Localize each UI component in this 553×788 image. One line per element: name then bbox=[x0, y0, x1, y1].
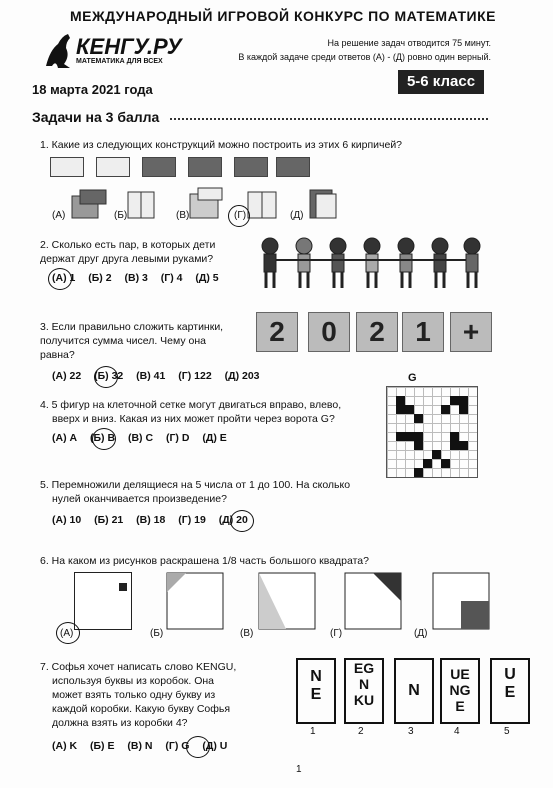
box-letter: KU bbox=[353, 692, 375, 708]
q7-answer-c[interactable]: (В) N bbox=[127, 740, 153, 752]
q5-text-line2: нулей оканчивается произведение? bbox=[52, 493, 227, 505]
q1-label-c: (В) bbox=[176, 210, 190, 221]
box-letter: E bbox=[455, 698, 465, 714]
brick-icon bbox=[188, 157, 222, 177]
letter-box-1 bbox=[296, 658, 336, 724]
puzzle-tile: 1 bbox=[402, 312, 444, 352]
brick-icon bbox=[276, 157, 310, 177]
q1-label-b: (Б) bbox=[114, 210, 128, 221]
answer-mark-circle bbox=[228, 205, 250, 227]
puzzle-tile: 2 bbox=[356, 312, 398, 352]
shapes-grid bbox=[386, 386, 478, 478]
q3-text-line1: 3. Если правильно сложить картинки, bbox=[40, 321, 224, 333]
box-number: 4 bbox=[454, 726, 460, 737]
q4-answer-b[interactable]: (Б) B bbox=[90, 432, 116, 444]
q6-square-e bbox=[432, 572, 490, 630]
q4-text-line1: 4. 5 фигур на клеточной сетке могут двигаться вправо, влево, bbox=[40, 399, 342, 411]
page-number: 1 bbox=[296, 764, 302, 775]
q3-answer-d[interactable]: (Г) 122 bbox=[178, 370, 212, 382]
brick-icon bbox=[234, 157, 268, 177]
contest-title: МЕЖДУНАРОДНЫЙ ИГРОВОЙ КОНКУРС ПО МАТЕМАТИКЕ bbox=[70, 8, 496, 24]
q4-answer-e[interactable]: (Д) E bbox=[202, 432, 227, 444]
q1-text: 1. Какие из следующих конструкций можно построить из этих 6 кирпичей? bbox=[40, 139, 403, 151]
q6-text: 6. На каком из рисунков раскрашена 1/8 часть большого квадрата? bbox=[40, 555, 369, 567]
brick-icon bbox=[96, 157, 130, 177]
q4-answer-a[interactable]: (А) A bbox=[52, 432, 78, 444]
q7-text-line5: должна взять из коробки 4? bbox=[52, 717, 188, 729]
q2-text-line1: 2. Сколько есть пар, в которых дети bbox=[40, 239, 216, 251]
q3-answer-a[interactable]: (А) 22 bbox=[52, 370, 82, 382]
box-letter: N bbox=[358, 676, 370, 692]
q4-answer-c[interactable]: (В) C bbox=[127, 432, 154, 444]
answer-mark-circle bbox=[230, 510, 254, 532]
answer-mark-circle bbox=[92, 428, 116, 450]
brick-icon bbox=[142, 157, 176, 177]
q4-text-line2: вверх и вниз. Какая из них может пройти через ворота G? bbox=[52, 413, 335, 425]
q2-answer-d[interactable]: (Г) 4 bbox=[160, 272, 183, 284]
letter-box-2 bbox=[344, 658, 384, 724]
q6-label-c: (В) bbox=[240, 628, 254, 639]
q6-label-d: (Г) bbox=[330, 628, 343, 639]
logo-name: КЕНГУ.РУ bbox=[76, 34, 182, 59]
q2-answer-a[interactable]: (А) 1 bbox=[52, 272, 76, 284]
q2-answer-e[interactable]: (Д) 5 bbox=[195, 272, 219, 284]
q7-text-line4: каждой коробки. Какую букву Софья bbox=[52, 703, 231, 715]
box-number: 2 bbox=[358, 726, 364, 737]
answer-mark-circle bbox=[56, 622, 80, 644]
q7-answer-d[interactable]: (Г) G bbox=[165, 740, 190, 752]
puzzle-tile: + bbox=[450, 312, 492, 352]
q3-text-line3: равна? bbox=[40, 349, 75, 361]
box-letter: N bbox=[408, 682, 420, 699]
kangaroo-logo-icon bbox=[40, 30, 76, 70]
grade-badge: 5-6 класс bbox=[398, 70, 484, 94]
section-title: Задачи на 3 балла bbox=[32, 109, 160, 125]
q1-label-e: (Д) bbox=[290, 210, 304, 221]
q2-text-line2: держат друг друга левыми руками? bbox=[40, 253, 214, 265]
q5-answers bbox=[52, 514, 258, 526]
rule-time: На решение задач отводится 75 минут. bbox=[327, 38, 491, 48]
q6-label-e: (Д) bbox=[414, 628, 428, 639]
q6-label-a: (А) bbox=[60, 628, 74, 639]
q6-label-b: (Б) bbox=[150, 628, 164, 639]
q3-answer-b[interactable]: (Б) 32 bbox=[94, 370, 124, 382]
box-number: 5 bbox=[504, 726, 510, 737]
q5-answer-d[interactable]: (Г) 19 bbox=[178, 514, 206, 526]
q2-answer-b[interactable]: (Б) 2 bbox=[88, 272, 112, 284]
q5-answer-b[interactable]: (Б) 21 bbox=[94, 514, 124, 526]
section-dots bbox=[170, 118, 488, 120]
q5-answer-e[interactable]: (Д) 20 bbox=[218, 514, 248, 526]
q6-square-d bbox=[344, 572, 402, 630]
q4-answers bbox=[52, 432, 237, 444]
q6-square-b bbox=[166, 572, 224, 630]
q1-label-d: (Г) bbox=[234, 210, 247, 221]
box-number: 3 bbox=[408, 726, 414, 737]
letter-box-3 bbox=[394, 658, 434, 724]
q7-text-line1: 7. Софья хочет написать слово KENGU, bbox=[40, 661, 237, 673]
box-letter: UE bbox=[450, 666, 470, 682]
answer-mark-circle bbox=[186, 736, 210, 758]
contest-date: 18 марта 2021 года bbox=[32, 82, 153, 97]
box-letter: N bbox=[310, 668, 322, 685]
q4-answer-d[interactable]: (Г) D bbox=[165, 432, 190, 444]
brick-icon bbox=[50, 157, 84, 177]
q6-square-a bbox=[74, 572, 132, 630]
q5-answer-c[interactable]: (В) 18 bbox=[136, 514, 166, 526]
gate-label: G bbox=[408, 372, 417, 384]
q3-text-line2: получится сумма чисел. Чему она bbox=[40, 335, 206, 347]
q2-answer-c[interactable]: (В) 3 bbox=[124, 272, 148, 284]
q5-answer-a[interactable]: (А) 10 bbox=[52, 514, 82, 526]
q7-answer-b[interactable]: (Б) E bbox=[90, 740, 115, 752]
logo-subtitle: МАТЕМАТИКА ДЛЯ ВСЕХ bbox=[76, 58, 163, 65]
q1-constructions bbox=[66, 186, 366, 222]
q2-answers bbox=[52, 272, 229, 284]
answer-mark-circle bbox=[48, 268, 72, 290]
puzzle-tile: 2 bbox=[256, 312, 298, 352]
q1-label-a: (А) bbox=[52, 210, 66, 221]
box-number: 1 bbox=[310, 726, 316, 737]
q7-answer-e[interactable]: (Д) U bbox=[202, 740, 228, 752]
q5-text-line1: 5. Перемножили делящиеся на 5 числа от 1 до 100. На сколько bbox=[40, 479, 351, 491]
children-holding-hands-icon bbox=[252, 234, 492, 294]
box-letter: NG bbox=[449, 682, 471, 698]
letter-box-4 bbox=[440, 658, 480, 724]
box-letter: U bbox=[504, 666, 516, 683]
answer-mark-circle bbox=[94, 366, 118, 388]
letter-box-5 bbox=[490, 658, 530, 724]
q7-text-line2: используя буквы из коробок. Она bbox=[52, 675, 215, 687]
q3-answers bbox=[52, 370, 270, 382]
q6-square-c bbox=[258, 572, 316, 630]
puzzle-tile: 0 bbox=[308, 312, 350, 352]
box-letter: E bbox=[504, 684, 516, 701]
box-letter: E bbox=[310, 686, 322, 703]
q7-text-line3: может взять только одну букву из bbox=[52, 689, 216, 701]
q3-answer-e[interactable]: (Д) 203 bbox=[224, 370, 260, 382]
q7-answer-a[interactable]: (А) K bbox=[52, 740, 78, 752]
box-letter: EG bbox=[353, 660, 375, 676]
rule-answers: В каждой задаче среди ответов (А) - (Д) ровно один верный. bbox=[238, 52, 491, 62]
q3-answer-c[interactable]: (В) 41 bbox=[136, 370, 166, 382]
